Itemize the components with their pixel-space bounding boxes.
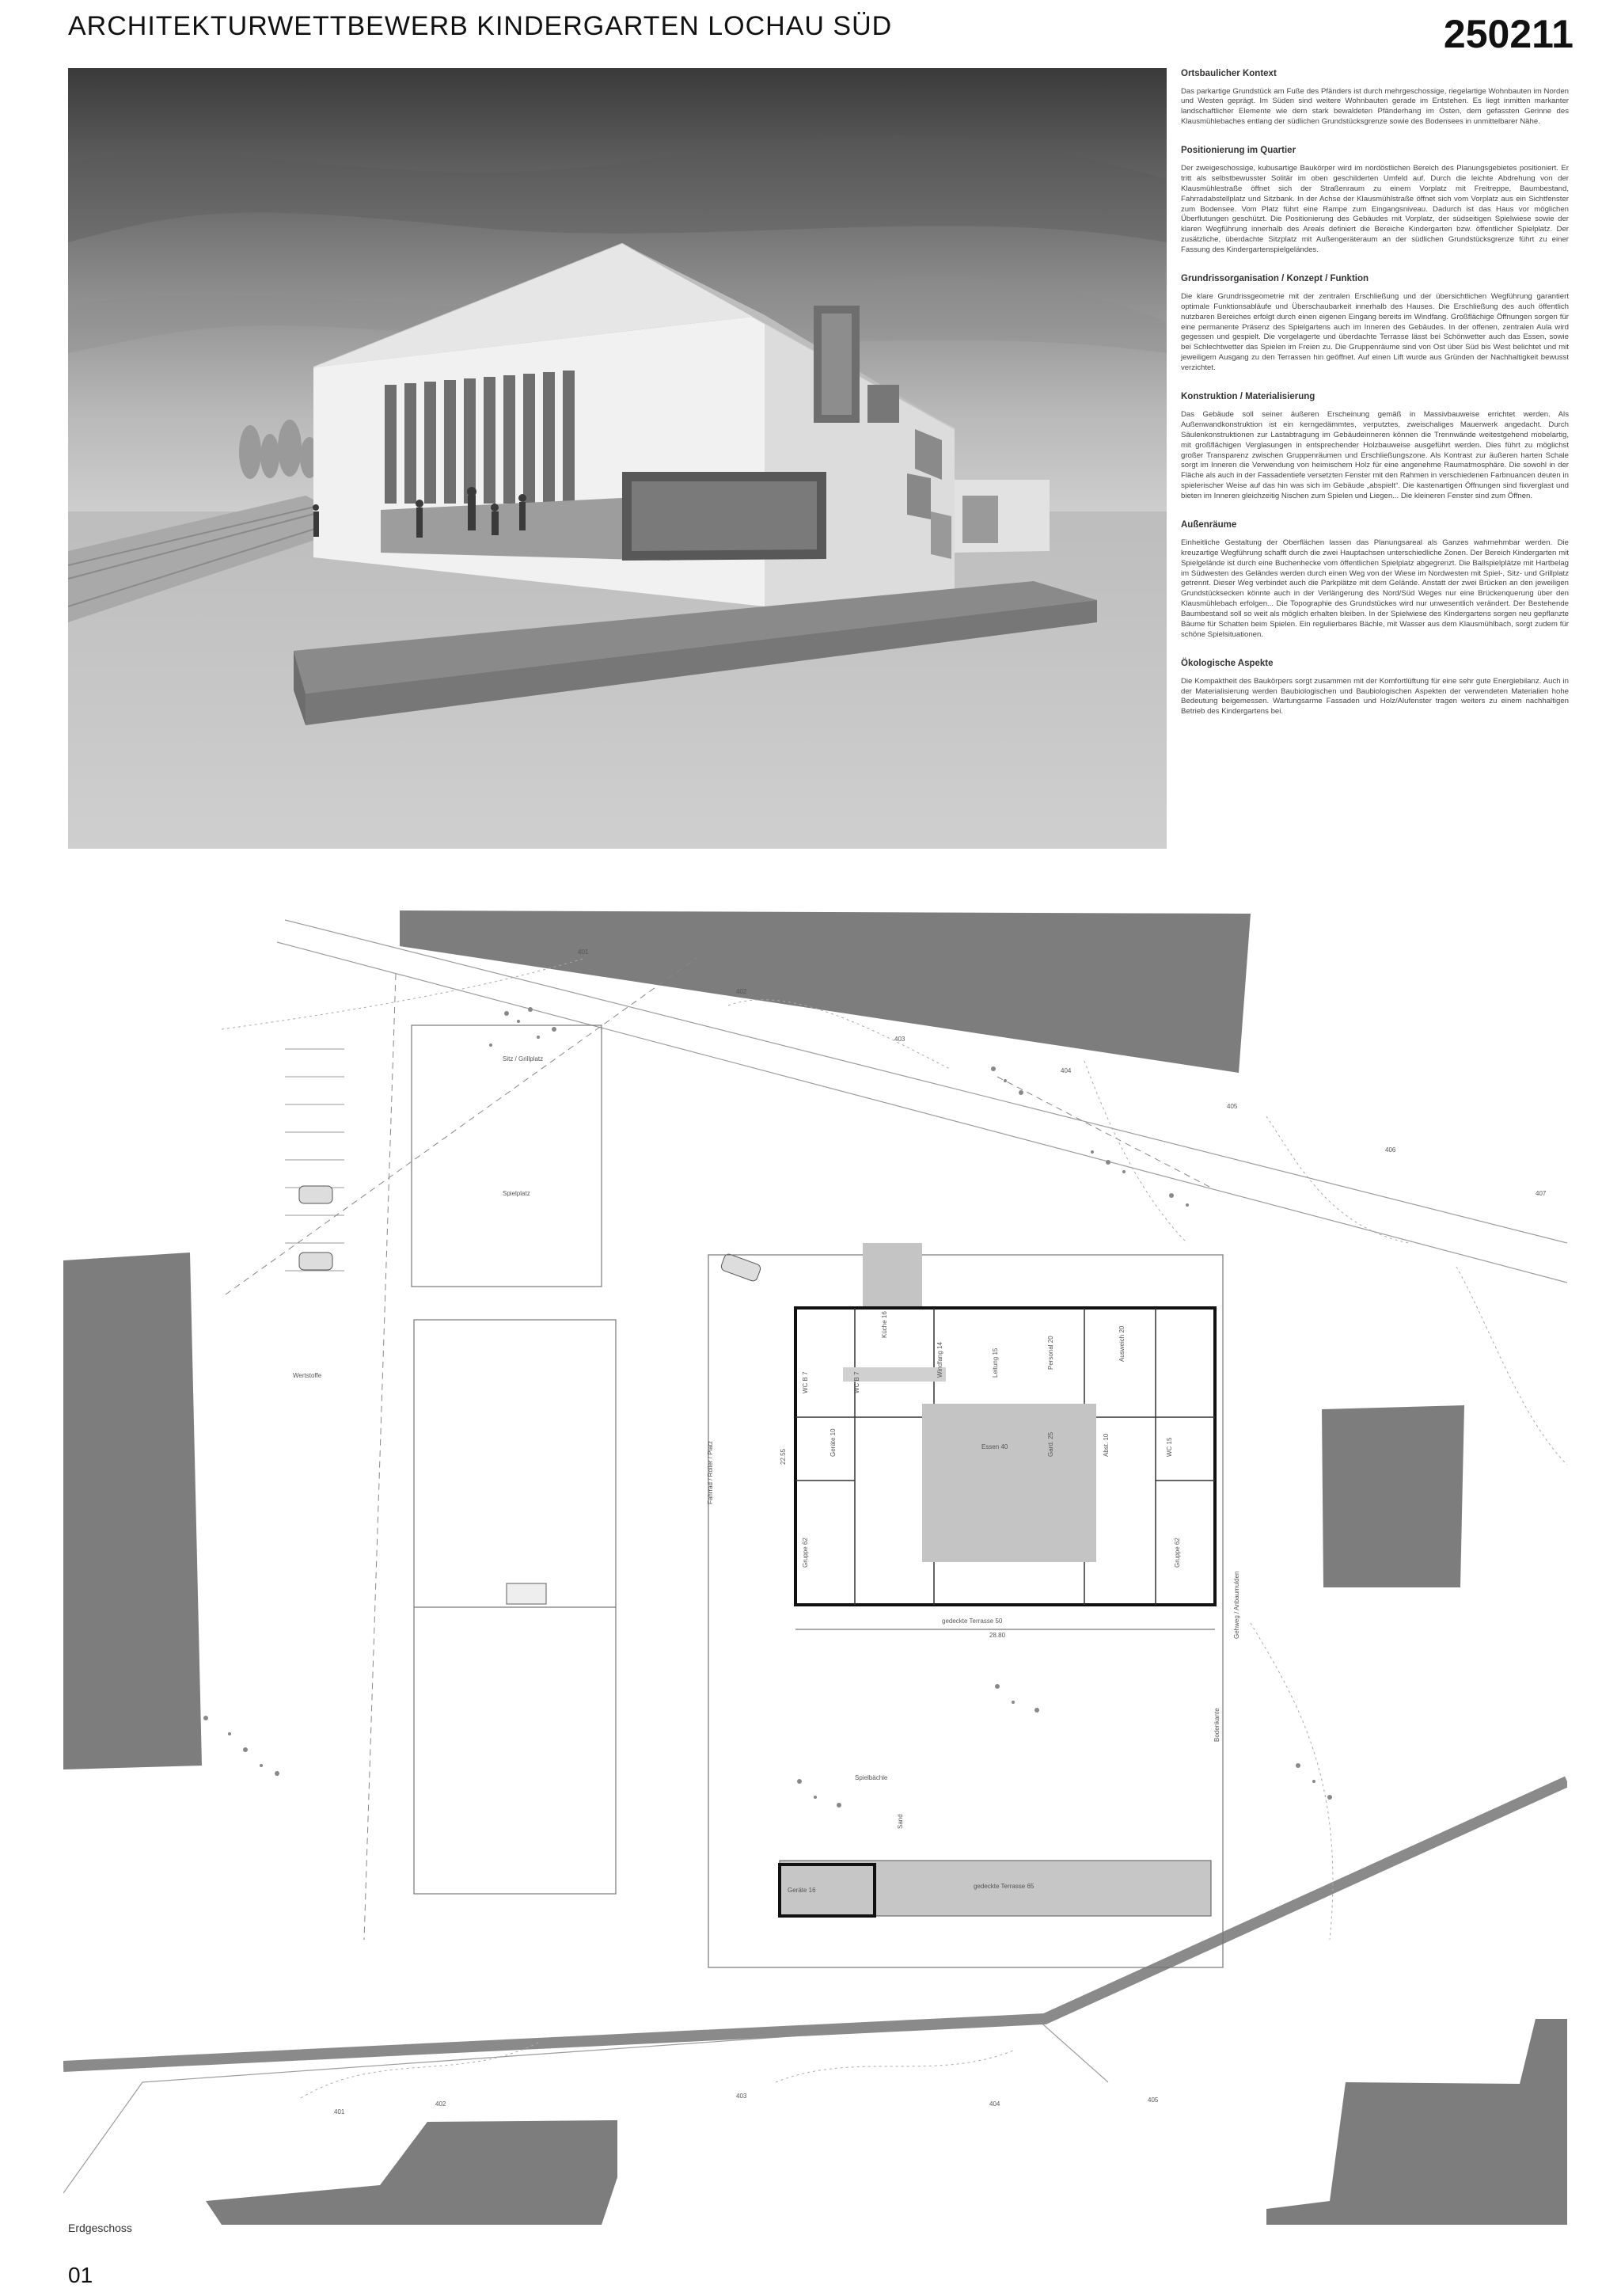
contour-label: 403	[894, 1036, 905, 1043]
dimension-label: 28.80	[989, 1632, 1006, 1639]
area-label: Wertstoffe	[293, 1372, 322, 1379]
area-label: gedeckte Terrasse 65	[974, 1883, 1034, 1890]
section-paragraph: Der zweigeschossige, kubusartige Baukörper wird im nordöstlichen Bereich des Planungsgebietes positioniert. Er tritt als selbstbewusster Solitär im oben geschilderten Umfeld auf. Durch die leichte Abdrehung von der Klausmühlestraße öffnet sich der Straßenraum zu einem Vorplatz mit Freitreppe, Baumbestand, Fahrradabstellplatz und Sitzbank. In der Achse der Klausmühlstraße öffnet sich vom Vorplatz aus ein Sichtfenster zum Bodensee. Vom Platz führt eine Rampe zum Eingangsniveau. Dadurch ist das Haus vor möglichen Überflutungen geschützt. Die Positionierung des Gebäudes mit Vorplatz, der südseitigen Spielwiese sowie der klaren Wegführung innerhalb des Areals definiert die Bereiche Kindergarten bzw. öffentlicher Spielplatz. Der zusätzliche, überdachte Sitzplatz mit Außengeräteraum an der südlichen Grundstücksgrenze führt zu einer Fassung des Kindergartenspielgeländes.	[1181, 163, 1569, 255]
page-number: 01	[68, 2263, 93, 2287]
contour-label: 401	[578, 948, 589, 956]
section-paragraph: Die klare Grundrissgeometrie mit der zentralen Erschließung und der übersichtlichen Wegführung garantiert optimale Funktionsabläufe und Überschaubarkeit innerhalb des Hauses. Die Erschließung des auch öffentlich nutzbaren Bereiches erfolgt durch einen eigenen Eingang bereits im Windfang. Großflächige Öffnungen sorgen für eine permanente Präsenz des Spielgartens auch im Inneren des Gebäudes. In der offenen, zentralen Aula wird gegessen und gespielt. Die vorgelagerte und überdachte Terrasse lässt bei Schönwetter auch das Essen, sowie bei Schlechtwetter das Spielen im Freien zu. Die Gruppenräume sind von Ost über Süd bis West belichtet und mit jeweiligem Ausgang zu den Terrassen hin geöffnet. Auf einen Lift wurde aus Gründen der Nachhaltigkeit bewusst verzichtet.	[1181, 291, 1569, 373]
section-paragraph: Die Kompaktheit des Baukörpers sorgt zusammen mit der Komfortlüftung für eine sehr gute Energiebilanz. Auch in der Materialisierung werden Baubiologischen und Baubiologischen Aspekten der verwendeten Materialien hohe Bedeutung beigemessen. Wartungsarme Fassaden und Holz/Alufenster tragen weiters zu einem nachhaltigen Betrieb des Kindergartens bei.	[1181, 676, 1569, 717]
room-label: Essen 40	[981, 1443, 1008, 1450]
area-label: gedeckte Terrasse 50	[942, 1617, 1003, 1625]
exterior-rendering	[68, 68, 1167, 849]
room-label: Geräte 10	[829, 1428, 837, 1457]
site-plan	[63, 910, 1567, 2225]
area-label: Sand	[897, 1814, 904, 1829]
room-label: Gard. 25	[1047, 1431, 1054, 1457]
section-paragraph: Das Gebäude soll seiner äußeren Erscheinung gemäß in Massivbauweise errichtet werden. Als Außenwandkonstruktion ist ein kerngedämmtes, verputztes, zweischaliges Mauerwerk angedacht. Durch Säulenkonstruktionen zur Lastabtragung im Gebäudeinneren können die Trennwände weitestgehend mobelartig, mit großflächigen Verglasungen in entsprechender Holzbauweise ausgeführt werden. Dies führt zu möglichst großer Transparenz zwischen Gruppenräumen und Erschließungszone. Als Kontrast zur äußeren harten Schale sorgt im Inneren die Verwendung von heimischem Holz für eine angenehme Raumatmosphäre. Die sowohl in der Fläche als auch in der Fassadentiefe versetzten Fenster mit den Rahmen in verschiedenen Farbnuancen deuten in spielerischer Weise auf das hin was sich im Gebäude „abspielt“. Die kastenartigen Öffnungen sind fixverglast und bieten im Inneren gleichzeitig Nischen zum Spielen und Liegen... Die kleineren Fenster sind zum Öffnen.	[1181, 409, 1569, 501]
area-label: Spielbächle	[855, 1774, 888, 1781]
room-label: WC B 7	[853, 1371, 860, 1393]
section-heading: Außenräume	[1181, 520, 1237, 530]
contour-label: 403	[736, 2093, 747, 2100]
contour-label: 405	[1227, 1103, 1238, 1110]
contour-label: 401	[334, 2108, 345, 2115]
section-heading: Ökologische Aspekte	[1181, 659, 1274, 669]
room-label: Windfang 14	[936, 1342, 943, 1378]
room-label: Gruppe 62	[1174, 1538, 1181, 1568]
description-text	[1181, 68, 1569, 735]
room-label: WC B 7	[802, 1371, 809, 1393]
dimension-label: 22.55	[780, 1448, 787, 1465]
section-heading: Positionierung im Quartier	[1181, 146, 1296, 156]
contour-label: 407	[1536, 1190, 1547, 1197]
room-label: WC 15	[1166, 1437, 1173, 1457]
room-label: Leitung 15	[992, 1348, 999, 1378]
room-label: Küche 16	[881, 1311, 888, 1338]
room-label: Personal 20	[1047, 1336, 1054, 1370]
page-title: ARCHITEKTURWETTBEWERB KINDERGARTEN LOCHAU SÜD	[68, 11, 893, 41]
area-label: Sitz / Grillplatz	[503, 1055, 544, 1062]
contour-label: 405	[1148, 2096, 1159, 2104]
area-label: Gehweg / Anbaumulden	[1233, 1571, 1240, 1639]
area-label: Fahrrad / Roller / Platz	[707, 1440, 714, 1504]
contour-label: 402	[736, 988, 747, 995]
room-label: Abst. 10	[1103, 1433, 1110, 1457]
room-label: Gruppe 62	[802, 1538, 809, 1568]
creek	[63, 1781, 1567, 2066]
section-heading: Grundrissorganisation / Konzept / Funktion	[1181, 274, 1369, 284]
section-paragraph: Einheitliche Gestaltung der Oberflächen lassen das Planungsareal als Ganzes wahrnehmbar werden. Die kreuzartige Wegführung schafft durch die zwei Hauptachsen unterschiedliche Zonen. Der Bereich Kindergarten mit Spielgelände ist durch eine Buchenhecke vom öffentlichen Spielplatz abgegrenzt. Die Ballspielplätze mit Hartbelag im Südwesten des Geländes werden durch einen Weg von der Wiese im Nordwesten mit Spiel-, Sitz- und Grillplatz getrennt. Dieser Weg verbindet auch die Parkplätze mit dem Gelände. Anstatt der zwei Brücken an den jeweiligen Grundstücksecken könnte auch in der Verlängerung des Nord/Süd Weges nur eine Brückenquerung über den Klausmühlebach erfolgen... Die Topographie des Grundstückes wird nur unwesentlich verändert. Der Bestehende Baumbestand soll so weit als möglich erhalten bleiben. In der Spielwiese des Kindergartens sorgen neu gepflanzte Bäume für Schatten beim Spielen. Ein regulierbares Bächle, mit Wasser aus dem Klausmühlbach, sorgt zudem für schöne Spielsituationen.	[1181, 538, 1569, 640]
section-paragraph: Das parkartige Grundstück am Fuße des Pfänders ist durch mehrgeschossige, riegelartige Wohnbauten im Norden und Westen geprägt. Im Süden sind weitere Wohnbauten gerade im Entstehen. Es liegt inmitten markanter landschaftlicher Elemente wie dem stark bewaldeten Pfänderhang im Osten, dem gefassten Gerinne des Klausmühlebaches entlang der südlichen Grundstücksgrenze sowie des Bodensees in unmittelbarer Nähe.	[1181, 86, 1569, 127]
section-heading: Ortsbaulicher Kontext	[1181, 69, 1277, 78]
competition-code: 250211	[1443, 12, 1574, 56]
area-label: Bodenkante	[1213, 1708, 1220, 1742]
contour-label: 402	[435, 2100, 446, 2108]
contour-label: 404	[1061, 1067, 1072, 1074]
section-heading: Konstruktion / Materialisierung	[1181, 392, 1315, 402]
area-label: Spielplatz	[503, 1190, 530, 1197]
contour-label: 404	[989, 2100, 1000, 2108]
area-label: Geräte 16	[788, 1887, 816, 1894]
room-label: Ausweich 20	[1118, 1325, 1126, 1362]
contour-label: 406	[1385, 1146, 1396, 1154]
plan-label: Erdgeschoss	[68, 2222, 132, 2234]
